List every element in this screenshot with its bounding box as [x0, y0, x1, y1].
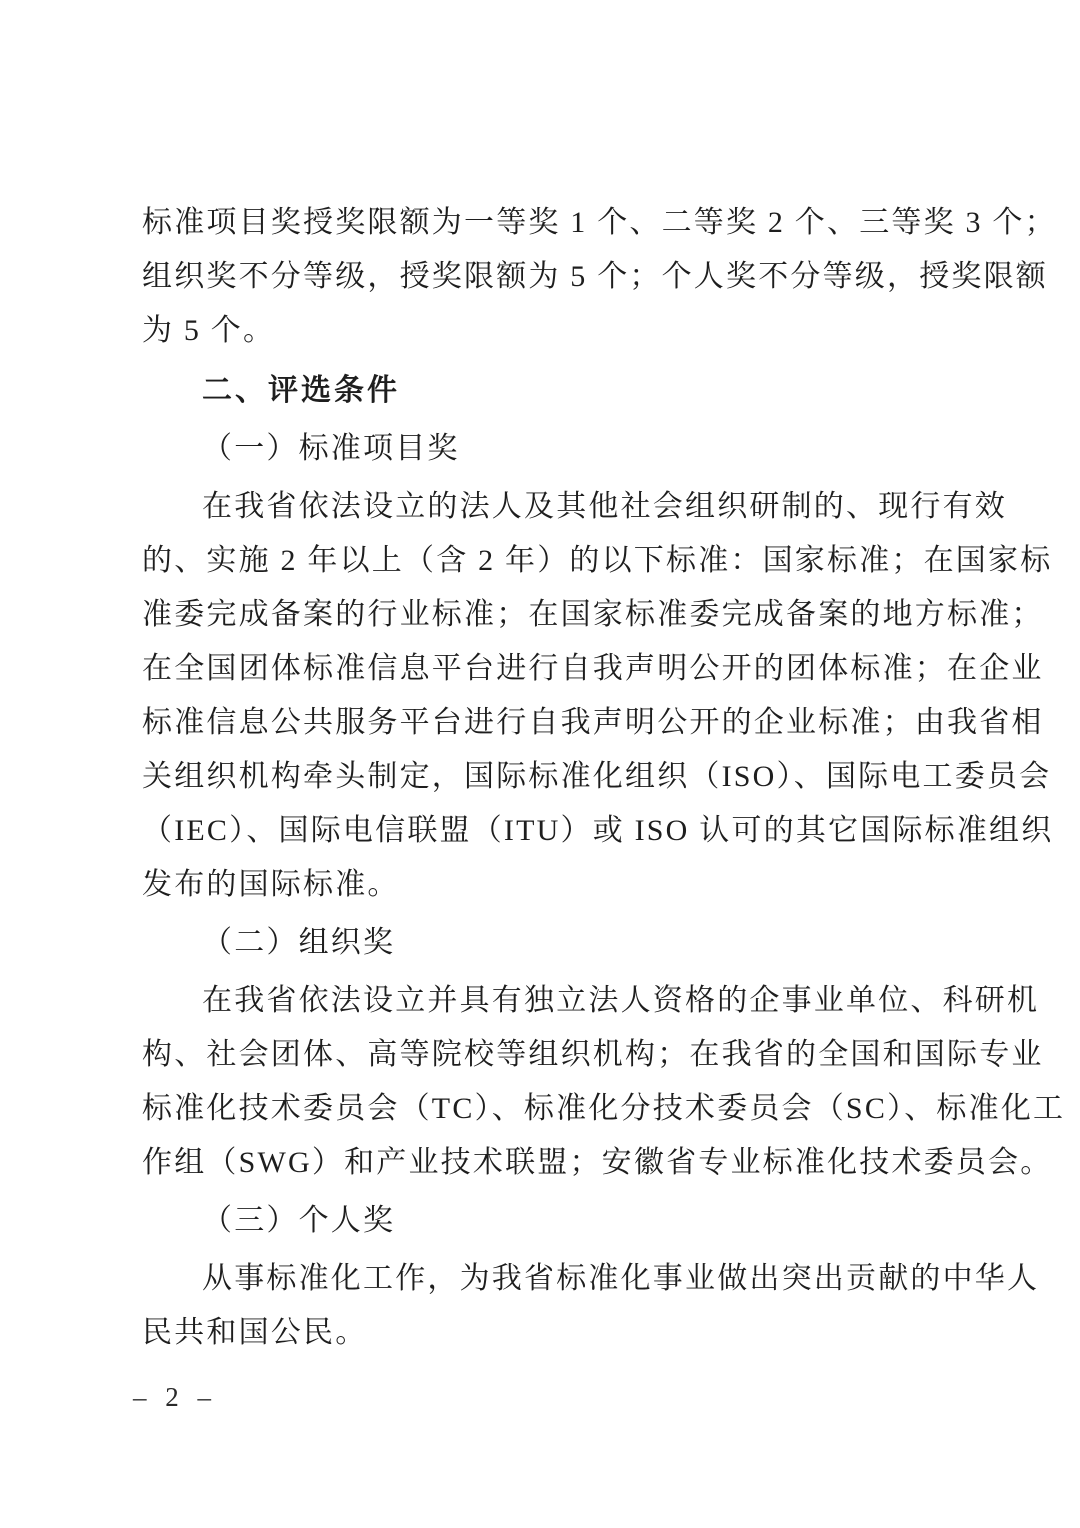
subsection-title-text: （一）标准项目奖 [202, 432, 460, 465]
page-number: – 2 – [133, 1382, 217, 1412]
section-heading-criteria [142, 364, 952, 418]
text-line: 为 5 个。 [142, 314, 276, 347]
subsection-title-individual-award [142, 1194, 952, 1248]
subsection-title-text: （二）组织奖 [202, 926, 396, 959]
text-line: 民共和国公民。 [142, 1316, 368, 1349]
text-line: 准委完成备案的行业标准；在国家标准委完成备案的地方标准； [142, 598, 1044, 631]
text-line: 关组织机构牵头制定，国际标准化组织（ISO）、国际电工委员会 [142, 760, 1052, 793]
paragraph-individual-award [142, 1252, 1040, 1360]
text-line: 标准化技术委员会（TC）、标准化分技术委员会（SC）、标准化工 [142, 1092, 1066, 1125]
text-line: 标准项目奖授奖限额为一等奖 1 个、二等奖 2 个、三等奖 3 个； [142, 206, 1057, 239]
text-line: 在我省依法设立并具有独立法人资格的企事业单位、科研机 [202, 984, 1040, 1017]
subsection-title-standard-project-award [142, 422, 952, 476]
text-line: 组织奖不分等级，授奖限额为 5 个；个人奖不分等级，授奖限额 [142, 260, 1048, 293]
text-line: 的、实施 2 年以上（含 2 年）的以下标准：国家标准；在国家标 [142, 544, 1053, 577]
paragraph-standard-project-award [142, 480, 1054, 912]
paragraph-organization-award [142, 974, 1066, 1190]
subsection-title-text: （三）个人奖 [202, 1204, 396, 1237]
text-line: 作组（SWG）和产业技术联盟；安徽省专业标准化技术委员会。 [142, 1146, 1053, 1179]
paragraph-award-quota [142, 196, 1057, 358]
text-line: 构、社会团体、高等院校等组织机构；在我省的全国和国际专业 [142, 1038, 1044, 1071]
subsection-title-organization-award [142, 916, 952, 970]
text-line: 在我省依法设立的法人及其他社会组织研制的、现行有效 [202, 490, 1007, 523]
text-line: 从事标准化工作，为我省标准化事业做出突出贡献的中华人 [202, 1262, 1040, 1295]
text-line: 标准信息公共服务平台进行自我声明公开的企业标准；由我省相 [142, 706, 1044, 739]
section-heading-text: 二、评选条件 [202, 374, 400, 407]
text-line: 在全国团体标准信息平台进行自我声明公开的团体标准；在企业 [142, 652, 1044, 685]
document-body [142, 196, 1066, 1360]
text-line: （IEC）、国际电信联盟（ITU）或 ISO 认可的其它国际标准组织 [142, 814, 1054, 847]
text-line: 发布的国际标准。 [142, 868, 400, 901]
